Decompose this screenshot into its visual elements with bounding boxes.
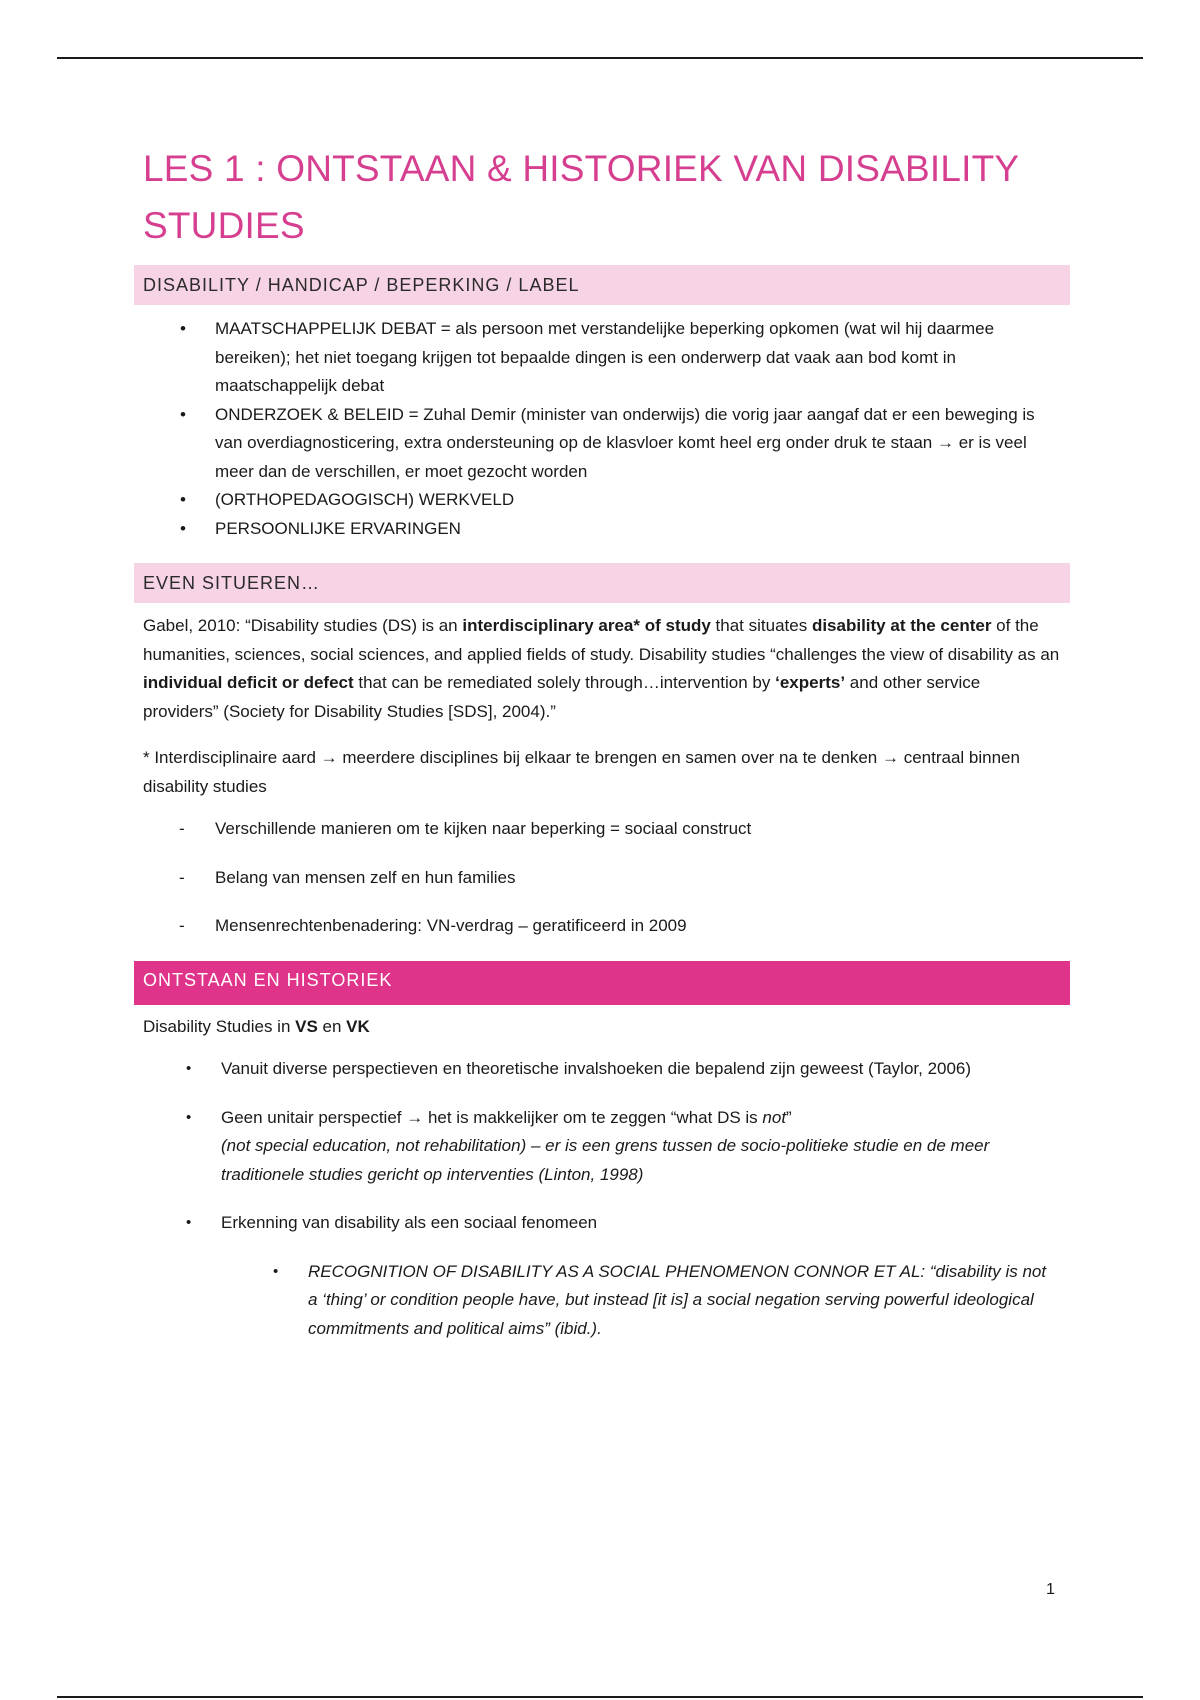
list-item: - Verschillende manieren om te kijken naar beperking = sociaal construct (134, 815, 1070, 844)
page-title: LES 1 : ONTSTAAN & HISTORIEK VAN DISABILITY STUDIES (143, 148, 1019, 246)
top-rule (57, 57, 1143, 59)
gabel-quote: Gabel, 2010: “Disability studies (DS) is an interdisciplinary area* of study that situates disability at the center of the humanities, sciences, social sciences, and applied fields of study. Disability studies “challenges the view of disability as an individual deficit or defect that can be remediated solely through…intervention by ‘experts’ and other service providers” (Society for Disability Studies [SDS], 2004).” (143, 616, 1060, 721)
page-number: 1 (1046, 1581, 1055, 1598)
bullet-list-history (134, 1055, 1070, 1343)
list-item: - Mensenrechtenbenadering: VN-verdrag – geratificeerd in 2009 (134, 912, 1070, 941)
section-heading-disability: DISABILITY / HANDICAP / BEPERKING / LABEL (134, 265, 1070, 305)
interdisciplinary-note: * Interdisciplinaire aard → meerdere disciplines bij elkaar te brengen en samen over na te denken → centraal binnen disability studies (143, 748, 1020, 796)
list-item: • MAATSCHAPPELIJK DEBAT = als persoon met verstandelijke beperking opkomen (wat wil hij daarmee bereiken); het niet toegang krijgen tot bepaalde dingen is een onderwerp dat vaak aan bod komt in maatschappelijk debat (134, 315, 1070, 401)
page-content (134, 140, 1070, 1363)
bottom-rule (57, 1696, 1143, 1698)
sub-list-item: • RECOGNITION OF DISABILITY AS A SOCIAL PHENOMENON CONNOR ET AL: “disability is not a ‘thing’ or condition people have, but instead [it is] a social negation serving powerful ideological commitments and political aims” (ibid.). (221, 1258, 1060, 1344)
list-item: • Erkenning van disability als een sociaal fenomeen • RECOGNITION OF DISABILITY AS A SOCIAL PHENOMENON CONNOR ET AL: “disability is not a ‘thing’ or condition people have, but instead [it is] a social negation serving powerful ideological commitments and political aims” (ibid.). (134, 1209, 1070, 1343)
sub-list (221, 1258, 1060, 1344)
list-item: - Belang van mensen zelf en hun families (134, 864, 1070, 893)
bullet-list-themes (134, 315, 1070, 543)
dash-list (134, 815, 1070, 941)
list-item: • PERSOONLIJKE ERVARINGEN (134, 515, 1070, 544)
ds-intro: Disability Studies in VS en VK (143, 1016, 370, 1036)
list-item: • Vanuit diverse perspectieven en theoretische invalshoeken die bepalend zijn geweest (Taylor, 2006) (134, 1055, 1070, 1084)
list-item: • ONDERZOEK & BELEID = Zuhal Demir (minister van onderwijs) die vorig jaar aangaf dat er een beweging is van overdiagnosticering, extra ondersteuning op de klasvloer komt heel erg onder druk te staan → er is veel meer dan de verschillen, er moet gezocht worden (134, 401, 1070, 487)
list-item: • (ORTHOPEDAGOGISCH) WERKVELD (134, 486, 1070, 515)
section-heading-ontstaan: ONTSTAAN EN HISTORIEK (134, 961, 1070, 1005)
list-item: • Geen unitair perspectief → het is makkelijker om te zeggen “what DS is not” (not special education, not rehabilitation) – er is een grens tussen de socio-politieke studie en de meer traditionele studies gericht op interventies (Linton, 1998) (134, 1104, 1070, 1190)
section-heading-situeren: EVEN SITUEREN… (134, 563, 1070, 603)
